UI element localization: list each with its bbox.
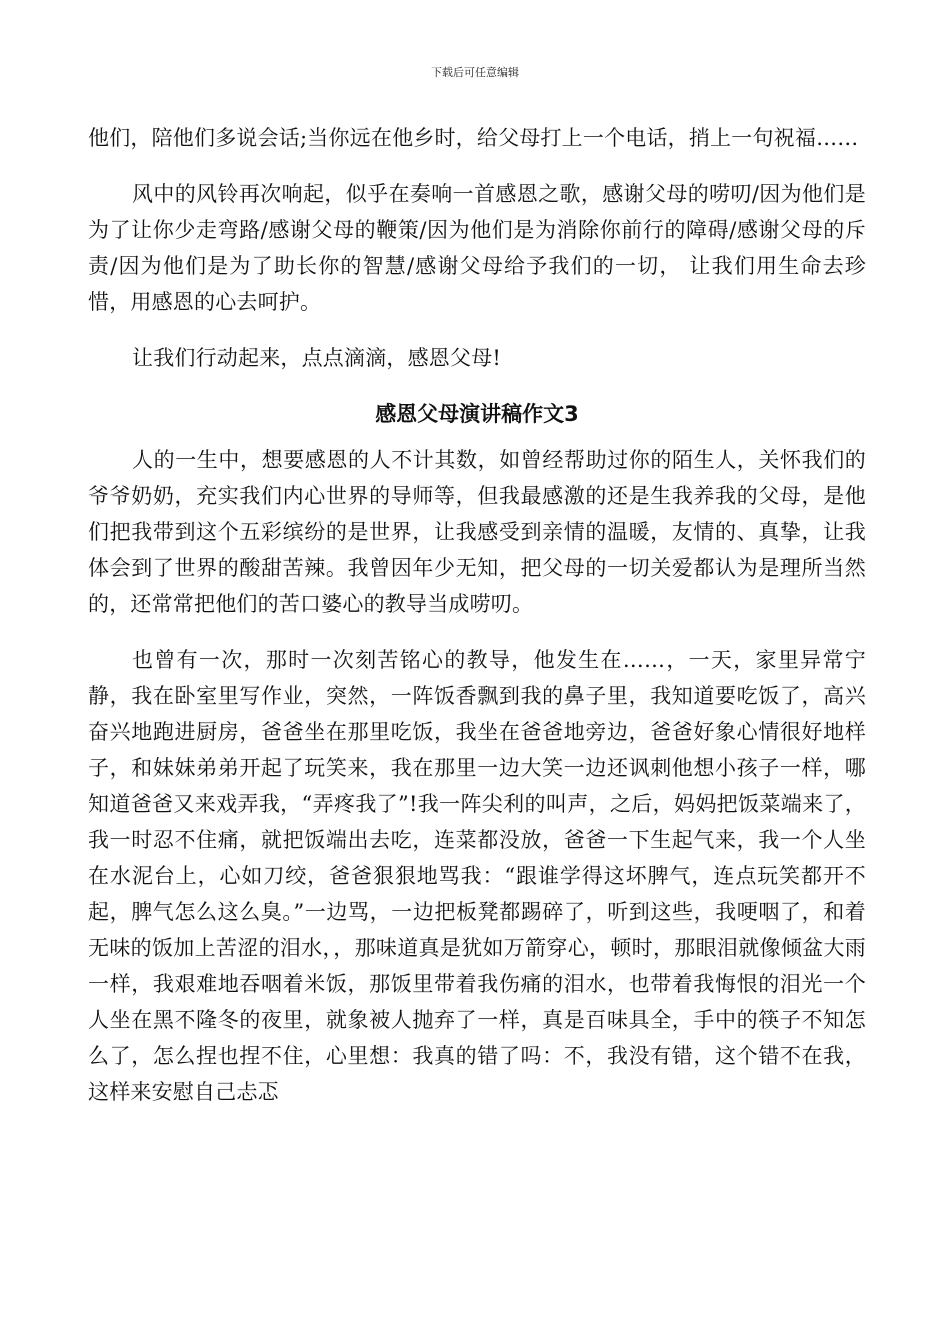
paragraph-5: 也曾有一次，那时一次刻苦铭心的教导，他发生在……，一天，家里异常宁静，我在卧室里写作业，突然，一阵饭香飘到我的鼻子里，我知道要吃饭了，高兴奋兴地跑进厨房，爸爸坐在那里吃饭，我坐在爸爸地旁边，爸爸好象心情很好地样子，和妹妹弟弟开起了玩笑来，我在那里一边大笑一边还讽刺他想小孩子一样，哪知道爸爸又来戏弄我，“弄疼我了”!我一阵尖利的叫声，之后，妈妈把饭菜端来了，我一时忍不住痛，就把饭端出去吃，连菜都没放，爸爸一下生起气来，我一个人坐在水泥台上，心如刀绞，爸爸狠狠地骂我：“跟谁学得这坏脾气，连点玩笑都开不起，脾气怎么这么臭。”一边骂，一边把板凳都踢碎了，听到这些，我哽咽了，和着无味的饭加上苦涩的泪水，，那味道真是犹如万箭穿心，顿时，那眼泪就像倾盆大雨一样，我艰难地吞咽着米饭，那饭里带着我伤痛的泪水，也带着我悔恨的泪光一个人坐在黑不隆冬的夜里，就象被人抛弃了一样，真是百味具全，手中的筷子不知怎么了，怎么捏也捏不住，心里想：我真的错了吗：不，我没有错，这个错不在我，这样来安慰自己忐忑 [88, 648, 866, 1104]
paragraph-4: 人的一生中，想要感恩的人不计其数，如曾经帮助过你的陌生人，关怀我们的爷爷奶奶，充实我们内心世界的导师等，但我最感激的还是生我养我的父母，是他们把我带到这个五彩缤纷的是世界，让我感受到亲情的温暖，友情的、真挚，让我体会到了世界的酸甜苦辣。我曾因年少无知，把父母的一切关爱都认为是理所当然的，还常常把他们的苦口婆心的教导当成唠叨。 [88, 448, 866, 616]
section-heading: 感恩父母演讲稿作文3 [375, 402, 579, 426]
paragraph-3: 让我们行动起来，点点滴滴，感恩父母! [132, 346, 502, 370]
page-header: 下载后可任意编辑 [431, 66, 519, 79]
paragraph-1: 他们，陪他们多说会话;当你远在他乡时，给父母打上一个电话，捎上一句祝福…… [88, 126, 859, 150]
paragraph-2: 风中的风铃再次响起，似乎在奏响一首感恩之歌，感谢父母的唠叨/因为他们是为了让你少走弯路/感谢父母的鞭策/因为他们是为消除你前行的障碍/感谢父母的斥责/因为他们是为了助长你的智慧/感谢父母给予我们的一切， 让我们用生命去珍惜，用感恩的心去呵护。 [88, 182, 866, 314]
document-body [88, 120, 866, 1110]
